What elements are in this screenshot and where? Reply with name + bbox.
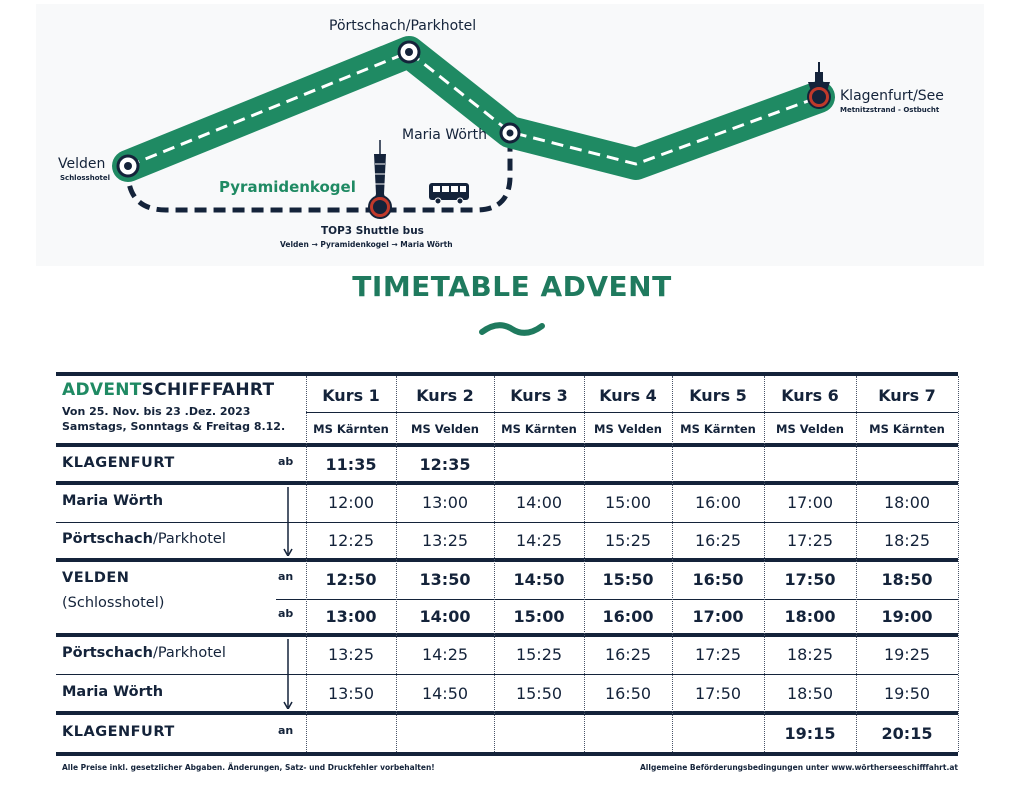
stop-sublabel-velden: Schlosshotel: [60, 174, 111, 182]
departure-time: 14:00: [419, 607, 471, 626]
ship-name: MS Velden: [411, 422, 479, 436]
down-arrow-icon: [282, 487, 294, 556]
down-arrow-icon: [282, 639, 294, 709]
table-rule-bottom: [56, 752, 958, 756]
footer-disclaimer: Alle Preise inkl. gesetzlicher Abgaben. Änderungen, Satz- und Druckfehler vorbehalten!: [62, 763, 435, 772]
direction-marker: ab: [278, 454, 294, 468]
departure-time: 13:00: [421, 492, 469, 512]
kurs-header: Kurs 5: [689, 386, 747, 405]
departure-time: 18:50: [881, 569, 933, 589]
departure-time: 16:25: [604, 644, 652, 664]
departure-time: 13:00: [325, 607, 377, 626]
departure-time: 14:00: [515, 492, 563, 512]
departure-time: 17:50: [694, 683, 742, 703]
stop-marker-velden: [118, 156, 138, 176]
kurs-header: Kurs 7: [878, 386, 936, 405]
direction-marker: ab: [278, 607, 294, 620]
page-title: TIMETABLE ADVENT: [352, 270, 672, 303]
table-rule-section: [56, 558, 958, 562]
departure-time: 18:50: [786, 683, 834, 703]
departure-time: 17:00: [692, 607, 744, 626]
station-name-bold: Pörtschach: [62, 644, 153, 661]
ferry-route-line: [128, 52, 819, 166]
departure-time: 20:15: [881, 724, 933, 743]
departure-time: 18:25: [786, 644, 834, 664]
footer-conditions: Allgemeine Beförderungsbedingungen unter www.wörtherseeschifffahrt.at: [640, 763, 958, 772]
ship-name: MS Kärnten: [313, 422, 389, 436]
station-name: [62, 645, 226, 661]
departure-time: 12:35: [419, 454, 471, 474]
table-column-divider: [958, 376, 959, 752]
direction-marker: an: [278, 569, 294, 583]
departure-time: 13:25: [421, 531, 469, 550]
departure-time: 18:00: [883, 492, 931, 512]
table-rule-ship: [306, 412, 958, 413]
departure-time: 13:50: [327, 683, 375, 703]
timetable-title: ADVENTSCHIFFFAHRT: [62, 380, 275, 400]
departure-time: 13:25: [327, 644, 375, 664]
departure-time: 17:50: [784, 569, 836, 589]
timetable-validity: Von 25. Nov. bis 23 .Dez. 2023: [62, 405, 251, 418]
station-name-suffix: /Parkhotel: [152, 644, 226, 661]
departure-time: 18:00: [784, 607, 836, 626]
departure-time: 16:00: [602, 607, 654, 626]
station-name: KLAGENFURT: [62, 724, 175, 740]
stop-label-maria-woerth: Maria Wörth: [402, 127, 488, 143]
tilde-decoration: [476, 318, 548, 340]
shuttle-title: TOP3 Shuttle bus: [321, 225, 424, 237]
departure-time: 16:00: [694, 492, 742, 512]
table-rule-row: [56, 674, 958, 675]
departure-time: 19:15: [784, 724, 836, 743]
kurs-header: Kurs 3: [510, 386, 568, 405]
table-rule-header: [56, 443, 958, 447]
stop-label-klagenfurt: Klagenfurt/See: [840, 88, 944, 104]
departure-time: 12:25: [327, 531, 375, 550]
bus-icon: [429, 183, 469, 204]
kurs-header: Kurs 6: [781, 386, 839, 405]
route-map: [36, 4, 984, 266]
departure-time: 19:50: [883, 683, 931, 703]
stop-label-poertschach: Pörtschach/Parkhotel: [329, 18, 477, 34]
station-name: VELDEN: [62, 570, 130, 586]
table-rule-section: [56, 633, 958, 637]
timetable-days: Samstags, Sonntags & Freitag 8.12.: [62, 420, 286, 433]
table-rule-row: [56, 522, 958, 523]
departure-time: 16:50: [604, 683, 652, 703]
departure-time: 19:00: [881, 607, 933, 626]
departure-time: 15:00: [513, 607, 565, 626]
ship-name: MS Velden: [594, 422, 662, 436]
shuttle-route-text: Velden → Pyramidenkogel → Maria Wörth: [280, 240, 453, 249]
departure-time: 15:25: [515, 644, 563, 664]
departure-time: 19:25: [883, 644, 931, 664]
departure-time: 16:50: [692, 569, 744, 589]
departure-time: 17:00: [786, 492, 834, 512]
station-name-bold: Pörtschach: [62, 531, 153, 547]
station-name: KLAGENFURT: [62, 454, 175, 471]
station-name: Maria Wörth: [62, 683, 164, 700]
departure-time: 14:50: [513, 569, 565, 589]
ship-name: MS Kärnten: [869, 422, 945, 436]
departure-time: 15:50: [515, 683, 563, 703]
departure-time: 15:25: [604, 531, 652, 550]
departure-time: 13:50: [419, 569, 471, 589]
route-map-graphic: [36, 4, 984, 266]
departure-time: 18:25: [883, 531, 931, 550]
pyramidenkogel-tower-icon: [369, 140, 391, 218]
departure-time: 14:25: [421, 644, 469, 664]
table-rule-section: [56, 711, 958, 715]
departure-time: 17:25: [694, 644, 742, 664]
stop-marker-maria-woerth: [501, 124, 519, 142]
ship-name: MS Kärnten: [680, 422, 756, 436]
departure-time: 11:35: [325, 454, 377, 474]
departure-time: 14:50: [421, 683, 469, 703]
departure-time: 16:25: [694, 531, 742, 550]
table-rule-section: [56, 481, 958, 485]
station-name: (Schlosshotel): [62, 595, 165, 611]
departure-time: 15:50: [602, 569, 654, 589]
departure-time: 12:50: [325, 569, 377, 589]
departure-time: 12:00: [327, 492, 375, 512]
departure-time: 15:00: [604, 492, 652, 512]
station-name-suffix: /Parkhotel: [152, 531, 226, 547]
station-name: [62, 531, 226, 547]
stop-sublabel-klagenfurt: Metnitzstrand - Ostbucht: [840, 106, 940, 114]
departure-time: 17:25: [786, 531, 834, 550]
stop-label-velden: Velden: [58, 156, 106, 172]
direction-marker: an: [278, 724, 294, 737]
station-name: Maria Wörth: [62, 492, 164, 509]
departure-time: 14:25: [515, 531, 563, 550]
ship-name: MS Velden: [776, 422, 844, 436]
pyramidenkogel-label: Pyramidenkogel: [219, 178, 356, 196]
timetable: [56, 372, 958, 758]
table-rule-top: [56, 372, 958, 376]
ship-marker-klagenfurt: [808, 62, 830, 108]
kurs-header: Kurs 4: [599, 386, 657, 405]
kurs-header: Kurs 2: [416, 386, 474, 405]
stop-marker-poertschach: [399, 42, 419, 62]
ship-name: MS Kärnten: [501, 422, 577, 436]
kurs-header: Kurs 1: [322, 386, 380, 405]
